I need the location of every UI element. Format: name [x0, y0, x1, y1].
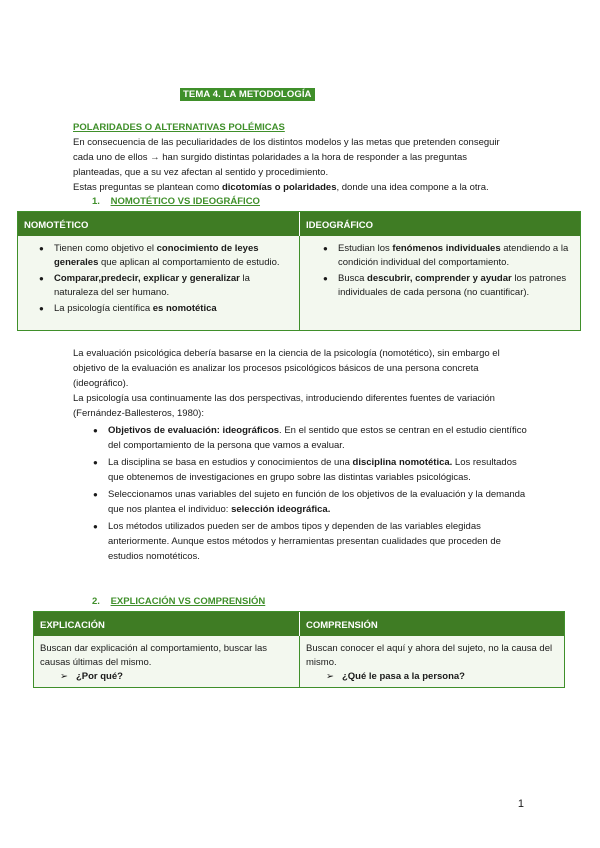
column-header: COMPRENSIÓN: [299, 612, 564, 636]
list-item: ● Los métodos utilizados pueden ser de ambos tipos y dependen de las variables elegidas anteriormente. Aunque estos métodos y herramientas presentan cualidades que proceden de estudios nomotéticos.: [88, 519, 528, 564]
text-line: (Fernández-Ballesteros, 1980):: [73, 408, 204, 419]
cell-ideografico: [299, 236, 580, 330]
table-header: [34, 612, 564, 636]
intro-line: En consecuencia de las peculiaridades de los distintos modelos y las metas que pretenden conseguir: [73, 137, 500, 148]
text-line: La evaluación psicológica debería basarse en la ciencia de la psicología (nomotético), sin embargo el: [73, 348, 500, 359]
intro-line: cada uno de ellos → han surgido distintas polaridades a la hora de responder a las preguntas: [73, 152, 467, 163]
list-item: ● Seleccionamos unas variables del sujeto en función de los objetivos de la evaluación y la demanda que nos plantea el individuo: selección ideográfica.: [88, 487, 528, 517]
list-item: ● Tienen como objetivo el conocimiento de leyes generales que aplican al comportamiento de estudio.: [34, 242, 285, 270]
table-body: [18, 236, 580, 330]
intro-paragraph: [73, 135, 500, 195]
table-nomotetico-ideografico: [17, 211, 581, 331]
text-line: La psicología usa continuamente las dos perspectivas, introduciendo diferentes fuentes de variación: [73, 393, 495, 404]
cell-comprension: [299, 636, 564, 687]
arrow-icon: ➢: [60, 671, 68, 682]
table-explicacion-comprension: [33, 611, 565, 688]
list-item: ● La disciplina se basa en estudios y conocimientos de una disciplina nomotética. Los resultados que obtenemos de investigaciones en grupo sobre las distintas variables psicológicas.: [88, 455, 528, 485]
text-line: (ideográfico).: [73, 378, 129, 389]
section-heading-polaridades: POLARIDADES O ALTERNATIVAS POLÉMICAS: [73, 122, 285, 133]
column-header: EXPLICACIÓN: [40, 620, 105, 631]
list-item: ● Estudian los fenómenos individuales atendiendo a la condición individual del comportamiento.: [318, 242, 570, 270]
cell-text: Buscan dar explicación al comportamiento, buscar las causas últimas del mismo.: [40, 643, 268, 668]
column-header: NOMOTÉTICO: [24, 220, 89, 231]
intro-line: planteadas, que a su vez afectan al sentido y procedimiento.: [73, 167, 329, 178]
bullet-list-variacion: [88, 423, 528, 566]
table-header: [18, 212, 580, 236]
list-item: ● Objetivos de evaluación: ideográficos. En el sentido que estos se centran en el estudio científico del comportamiento de la persona que vamos a evaluar.: [88, 423, 528, 453]
list-item: ● Comparar,predecir, explicar y generalizar la naturaleza del ser humano.: [34, 272, 285, 300]
page-title: TEMA 4. LA METODOLOGÍA: [180, 88, 315, 101]
question-line: ➢ ¿Por qué?: [60, 671, 123, 682]
subheading-explicacion: 2. EXPLICACIÓN VS COMPRENSIÓN: [92, 596, 266, 607]
table-body: [34, 636, 564, 687]
text-line: objetivo de la evaluación es analizar los procesos psicológicos básicos de una persona concreta: [73, 363, 479, 374]
paragraph-evaluacion: [73, 346, 533, 421]
subheading-nomotetico: 1. NOMOTÉTICO VS IDEOGRÁFICO: [92, 196, 260, 207]
question-line: ➢ ¿Qué le pasa a la persona?: [326, 671, 465, 682]
cell-text: Buscan conocer el aquí y ahora del sujeto, no la causa del mismo.: [306, 643, 553, 668]
column-header: IDEOGRÁFICO: [299, 212, 580, 236]
page-number: 1: [517, 798, 524, 810]
intro-line: Estas preguntas se plantean como dicotomías o polaridades, donde una idea compone a la otra.: [73, 182, 489, 193]
cell-explicacion: [34, 636, 299, 687]
arrow-icon: ➢: [326, 671, 334, 682]
list-item: ● La psicología científica es nomotética: [34, 302, 285, 316]
cell-nomotetico: [18, 236, 299, 330]
list-item: ● Busca descubrir, comprender y ayudar los patrones individuales de cada persona (no cuantificar).: [318, 272, 570, 300]
